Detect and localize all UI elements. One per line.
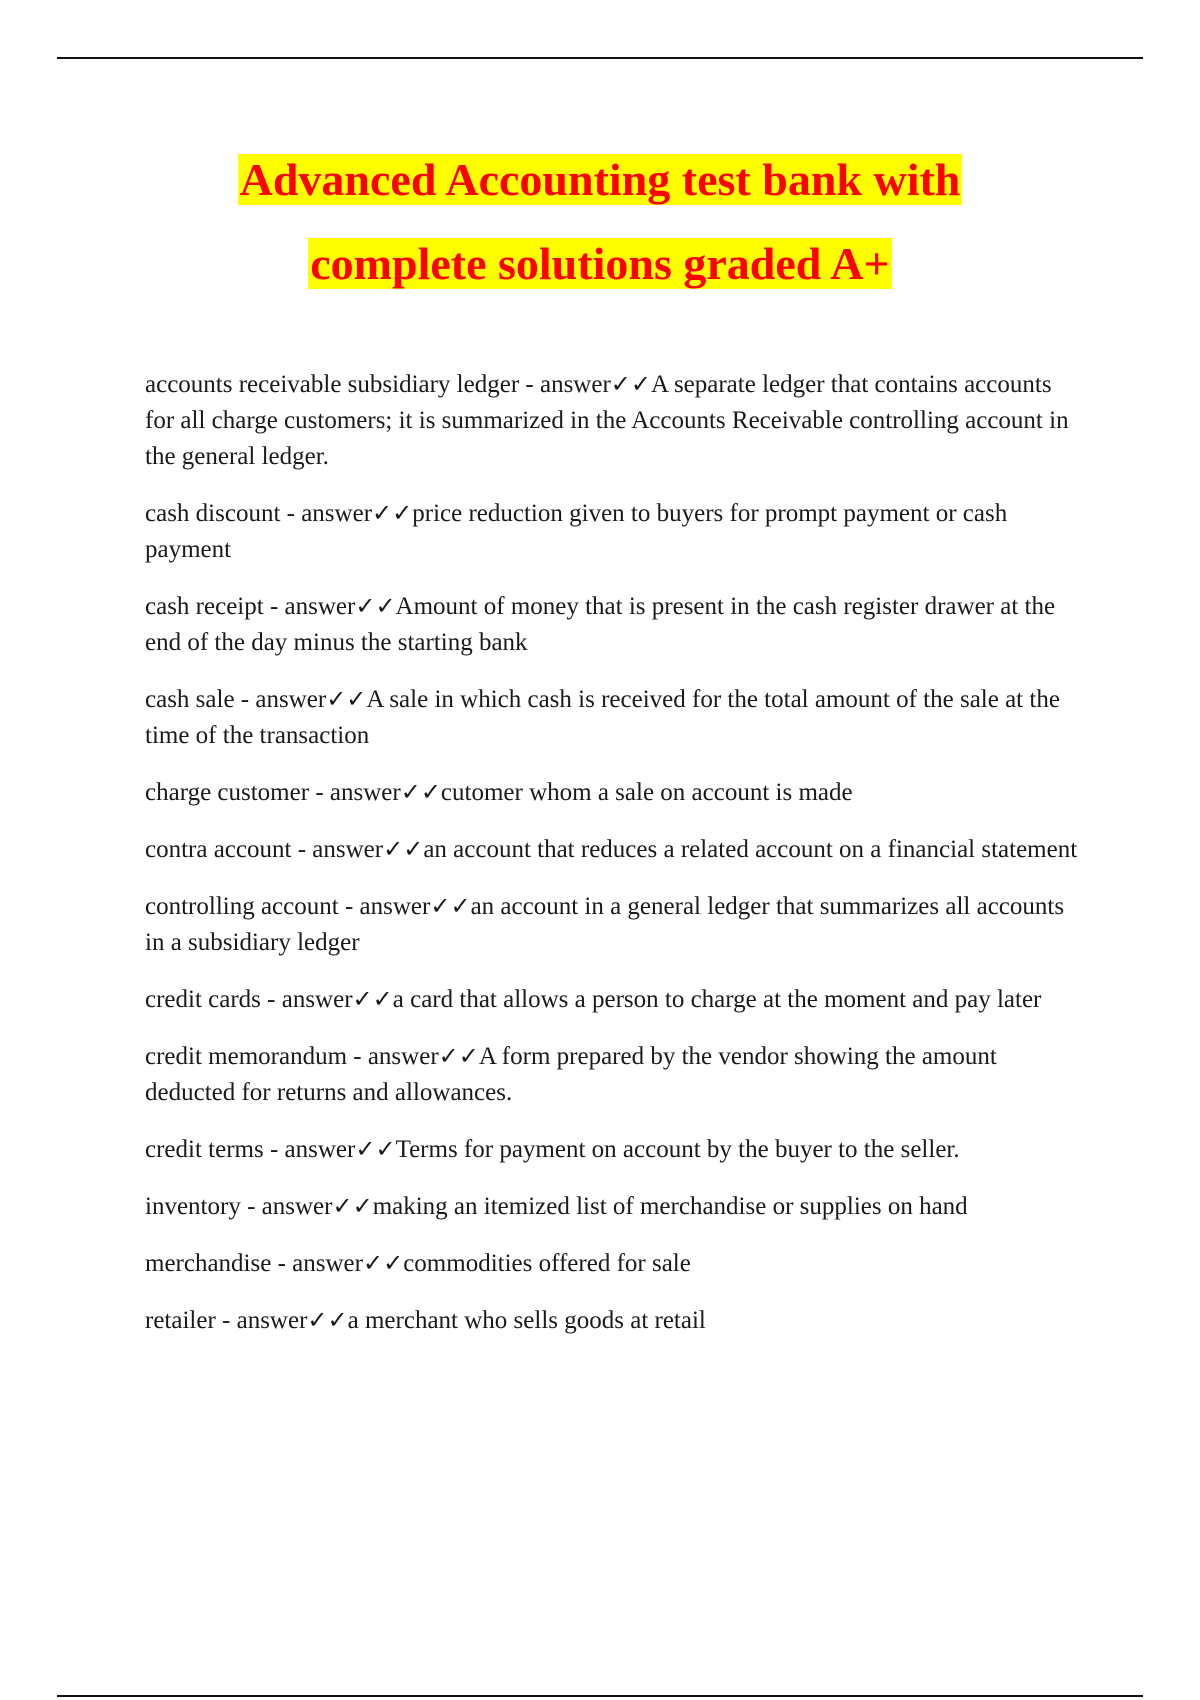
answer-separator: - answer xyxy=(260,986,353,1013)
title-text-line-2: complete solutions graded A+ xyxy=(310,238,890,289)
answer-separator: - answer xyxy=(338,893,431,920)
entry-term: inventory xyxy=(145,1193,241,1220)
answer-separator: - answer xyxy=(263,593,356,620)
entry-definition: a card that allows a person to charge at the moment and pay later xyxy=(392,986,1042,1013)
entry-term: cash receipt xyxy=(145,593,264,620)
glossary-entry xyxy=(145,888,1085,961)
title-line-2 xyxy=(0,222,1200,306)
answer-separator: - answer xyxy=(263,1136,356,1163)
check-mark-icon: ✓✓ xyxy=(307,1306,348,1334)
answer-separator: - answer xyxy=(347,1043,439,1070)
glossary-entry xyxy=(145,1038,1085,1111)
glossary-entry xyxy=(145,1188,1085,1225)
glossary-entry xyxy=(145,681,1085,754)
check-mark-icon: ✓✓ xyxy=(430,892,471,920)
check-mark-icon: ✓✓ xyxy=(372,499,413,527)
title-text-line-1: Advanced Accounting test bank with xyxy=(239,154,961,205)
answer-separator: - answer xyxy=(271,1250,363,1277)
entry-definition: an account that reduces a related account on a financial statement xyxy=(423,836,1078,863)
glossary-entry xyxy=(145,1245,1085,1282)
entry-definition: A separate ledger that contains accounts for all charge customers; it is summarized in the Accounts Receivable controlling account in the general ledger. xyxy=(145,371,1069,470)
check-mark-icon: ✓✓ xyxy=(610,370,652,398)
check-mark-icon: ✓✓ xyxy=(326,685,367,713)
check-mark-icon: ✓✓ xyxy=(355,1135,396,1163)
entry-term: credit terms xyxy=(145,1136,264,1163)
entry-definition: a merchant who sells goods at retail xyxy=(347,1307,706,1334)
entry-term: merchandise xyxy=(145,1250,272,1277)
entry-definition: price reduction given to buyers for prompt payment or cash payment xyxy=(145,500,1008,563)
check-mark-icon: ✓✓ xyxy=(383,835,424,863)
bottom-rule xyxy=(57,1695,1143,1697)
entry-term: retailer xyxy=(145,1307,216,1334)
check-mark-icon: ✓✓ xyxy=(400,778,441,806)
glossary-entry xyxy=(145,981,1085,1018)
glossary-entry xyxy=(145,588,1085,661)
entry-definition: Terms for payment on account by the buyer to the seller. xyxy=(395,1136,960,1163)
title-line-1 xyxy=(0,138,1200,222)
check-mark-icon: ✓✓ xyxy=(352,985,393,1013)
check-mark-icon: ✓✓ xyxy=(438,1042,479,1070)
answer-separator: - answer xyxy=(234,686,327,713)
entry-definition: cutomer whom a sale on account is made xyxy=(440,779,853,806)
entry-term: credit cards xyxy=(145,986,261,1013)
glossary-entry xyxy=(145,1131,1085,1168)
entry-term: cash sale xyxy=(145,686,235,713)
entry-definition: making an itemized list of merchandise or supplies on hand xyxy=(372,1193,968,1220)
check-mark-icon: ✓✓ xyxy=(355,592,396,620)
answer-separator: - answer xyxy=(519,371,611,398)
answer-separator: - answer xyxy=(309,779,401,806)
entry-term: accounts receivable subsidiary ledger xyxy=(145,371,520,398)
glossary-entry xyxy=(145,495,1085,568)
glossary-entries xyxy=(145,366,1085,1359)
entry-term: credit memorandum xyxy=(145,1043,348,1070)
top-rule xyxy=(57,57,1143,59)
entry-definition: A form prepared by the vendor showing the amount deducted for returns and allowances. xyxy=(145,1043,997,1106)
answer-separator: - answer xyxy=(215,1307,308,1334)
glossary-entry xyxy=(145,1302,1085,1339)
entry-term: cash discount xyxy=(145,500,281,527)
entry-definition: Amount of money that is present in the cash register drawer at the end of the day minus the starting bank xyxy=(145,593,1056,656)
entry-definition: A sale in which cash is received for the total amount of the sale at the time of the transaction xyxy=(145,686,1060,749)
entry-term: contra account xyxy=(145,836,292,863)
check-mark-icon: ✓✓ xyxy=(332,1192,373,1220)
glossary-entry xyxy=(145,774,1085,811)
glossary-entry xyxy=(145,366,1085,475)
answer-separator: - answer xyxy=(291,836,384,863)
document-title xyxy=(0,138,1200,306)
glossary-entry xyxy=(145,831,1085,868)
entry-definition: commodities offered for sale xyxy=(403,1250,691,1277)
check-mark-icon: ✓✓ xyxy=(362,1249,404,1277)
answer-separator: - answer xyxy=(240,1193,333,1220)
entry-term: controlling account xyxy=(145,893,339,920)
entry-definition: an account in a general ledger that summarizes all accounts in a subsidiary ledger xyxy=(145,893,1065,956)
answer-separator: - answer xyxy=(280,500,373,527)
entry-term: charge customer xyxy=(145,779,310,806)
